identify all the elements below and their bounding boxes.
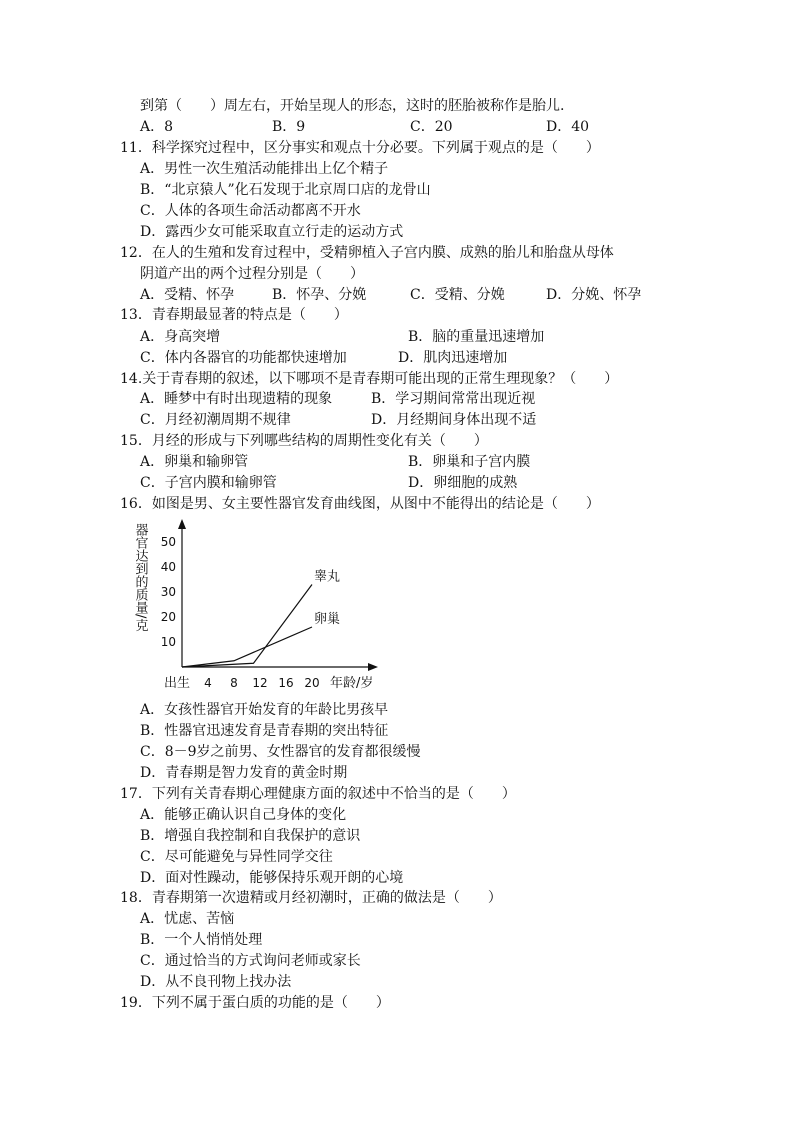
q13-stem: 13．青春期最显著的特点是（ ） <box>120 307 348 323</box>
q18-option-b: B．一个人悄悄处理 <box>140 932 263 948</box>
q15-option-d: D．卵细胞的成熟 <box>408 475 518 491</box>
q13-option-c: C．体内各器官的功能都快速增加 <box>140 350 347 366</box>
q15-option-b: B．卵巢和子宫内膜 <box>408 454 531 470</box>
q11-stem: 11．科学探究过程中，区分事实和观点十分必要。下列属于观点的是（ ） <box>120 140 600 156</box>
x-tick-label: 8 <box>230 676 238 690</box>
q14-option-a: A．睡梦中有时出现遗精的现象 <box>140 391 333 407</box>
q18-option-c: C．通过恰当的方式询问老师或家长 <box>140 953 361 969</box>
y-axis-label: 器官达到的质量/克 <box>132 523 148 632</box>
q12-option-b: B．怀孕、分娩 <box>272 287 367 303</box>
q11-option-c: C．人体的各项生命活动都离不开水 <box>140 203 361 219</box>
x-tick-label: 20 <box>304 676 320 690</box>
series-label-0: 睾丸 <box>314 569 341 585</box>
x-tick-label: 4 <box>204 676 212 690</box>
q13-option-d: D．肌肉迅速增加 <box>398 350 508 366</box>
x-axis-arrow <box>368 663 378 671</box>
y-tick-label: 20 <box>160 610 176 624</box>
q16-stem: 16．如图是男、女主要性器官发育曲线图，从图中不能得出的结论是（ ） <box>120 496 600 512</box>
q15-option-a: A．卵巢和输卵管 <box>140 454 249 470</box>
q16-option-d: D．青春期是智力发育的黄金时期 <box>140 765 348 781</box>
q18-stem: 18．青春期第一次遗精或月经初潮时，正确的做法是（ ） <box>120 890 502 906</box>
x-tick-label: 12 <box>252 676 268 690</box>
q18-option-a: A．忧虑、苦恼 <box>140 911 235 927</box>
q10-option-c: C．20 <box>410 119 453 135</box>
q16-option-c: C．8－9岁之前男、女性器官的发育都很缓慢 <box>140 744 421 760</box>
q16-option-b: B．性器官迅速发育是青春期的突出特征 <box>140 723 389 739</box>
q13-option-a: A．身高突增 <box>140 329 221 345</box>
q12-stem-cont: 阴道产出的两个过程分别是（ ） <box>140 266 364 282</box>
x-axis-label: 年龄/岁 <box>330 676 374 691</box>
q10-option-b: B．9 <box>272 119 306 135</box>
q11-option-b: B．“北京猿人”化石发现于北京周口店的龙骨山 <box>140 182 431 198</box>
x-origin-label: 出生 <box>164 676 191 691</box>
series-line-1 <box>182 627 312 667</box>
q14-option-b: B．学习期间常常出现近视 <box>371 391 536 407</box>
q14-option-d: D．月经期间身体出现不适 <box>371 412 537 428</box>
y-tick-label: 40 <box>160 560 176 574</box>
q17-option-b: B．增强自我控制和自我保护的意识 <box>140 828 361 844</box>
q14-stem: 14.关于青春期的叙述，以下哪项不是青春期可能出现的正常生理现象？（ ） <box>120 371 619 387</box>
q18-option-d: D．从不良刊物上找办法 <box>140 974 292 990</box>
q10-text: 到第（ ）周左右，开始呈现人的形态，这时的胚胎被称作是胎儿. <box>140 98 565 114</box>
x-tick-label: 16 <box>278 676 294 690</box>
q10-option-d: D．40 <box>546 119 590 135</box>
q19-stem: 19．下列不属于蛋白质的功能的是（ ） <box>120 995 390 1011</box>
q16-option-a: A．女孩性器官开始发育的年龄比男孩早 <box>140 702 389 718</box>
q17-option-c: C．尽可能避免与异性同学交往 <box>140 849 333 865</box>
organ-growth-chart <box>130 515 400 695</box>
q11-option-a: A．男性一次生殖活动能排出上亿个精子 <box>140 161 389 177</box>
q12-option-d: D．分娩、怀孕 <box>546 287 642 303</box>
q12-option-c: C．受精、分娩 <box>410 287 505 303</box>
q12-option-a: A．受精、怀孕 <box>140 287 235 303</box>
q11-option-d: D．露西少女可能采取直立行走的运动方式 <box>140 224 404 240</box>
y-axis-arrow <box>178 519 186 529</box>
y-tick-label: 30 <box>160 585 176 599</box>
y-tick-label: 50 <box>160 535 176 549</box>
q17-option-d: D．面对性躁动，能够保持乐观开朗的心境 <box>140 870 404 886</box>
q15-stem: 15．月经的形成与下列哪些结构的周期性变化有关（ ） <box>120 433 488 449</box>
q15-option-c: C．子宫内膜和输卵管 <box>140 475 277 491</box>
q14-option-c: C．月经初潮周期不规律 <box>140 412 291 428</box>
y-tick-label: 10 <box>160 635 176 649</box>
q17-option-a: A．能够正确认识自己身体的变化 <box>140 807 347 823</box>
q13-option-b: B．脑的重量迅速增加 <box>408 329 545 345</box>
q10-option-a: A．8 <box>140 119 174 135</box>
series-label-1: 卵巢 <box>314 612 341 627</box>
q12-stem: 12．在人的生殖和发育过程中，受精卵植入子宫内膜、成熟的胎儿和胎盘从母体 <box>120 245 614 261</box>
q17-stem: 17．下列有关青春期心理健康方面的叙述中不恰当的是（ ） <box>120 786 516 802</box>
